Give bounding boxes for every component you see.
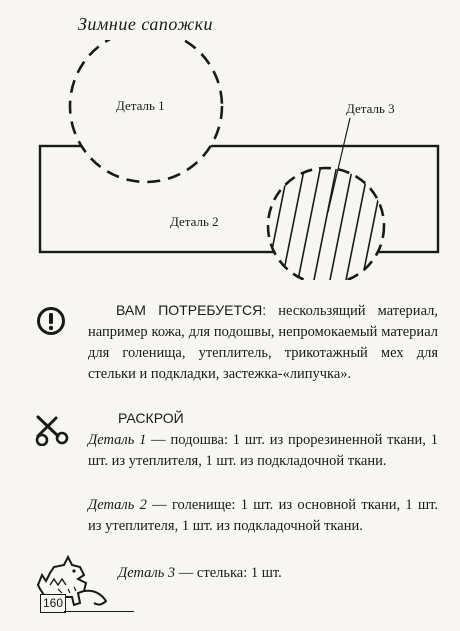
materials-heading: ВАМ ПОТРЕБУЕТСЯ: <box>116 302 267 318</box>
exclamation-icon <box>36 306 66 336</box>
cutting-item-name: Деталь 1 <box>88 432 147 448</box>
page-title: Зимние сапожки <box>78 14 214 34</box>
cutting-item-text: — подошва: 1 шт. из прорезиненной ткани, 1 шт. из утеплителя, 1 шт. из подкладочной ткани. <box>88 432 438 469</box>
pattern-diagram <box>0 40 460 280</box>
cutting-item-part3 <box>118 563 438 584</box>
materials-paragraph <box>88 300 438 385</box>
part2-label: Деталь 2 <box>170 214 219 229</box>
cutting-heading: РАСКРОЙ <box>118 410 184 426</box>
cutting-item-name: Деталь 3 <box>118 565 176 581</box>
cutting-item-part2 <box>88 495 438 537</box>
cutting-item-text: — стелька: 1 шт. <box>175 565 282 581</box>
scissors-icon <box>34 414 70 446</box>
part1-label: Деталь 1 <box>116 98 165 113</box>
footer-rule <box>64 611 134 612</box>
materials-text: нескользящий материал, например кожа, для подошвы, непромокаемый материал для голенища, утеплитель, трикотажный мех для стельки и подкладки, застежка-«липучка». <box>88 303 438 382</box>
cutting-item-part1 <box>88 430 438 472</box>
part3-label: Деталь 3 <box>346 101 395 116</box>
cutting-item-text: — голенище: 1 шт. из основной ткани, 1 шт. из утеплителя, 1 шт. из подкладочной ткани. <box>88 497 438 534</box>
cutting-item-name: Деталь 2 <box>88 497 147 513</box>
page-number: 160 <box>40 594 66 613</box>
